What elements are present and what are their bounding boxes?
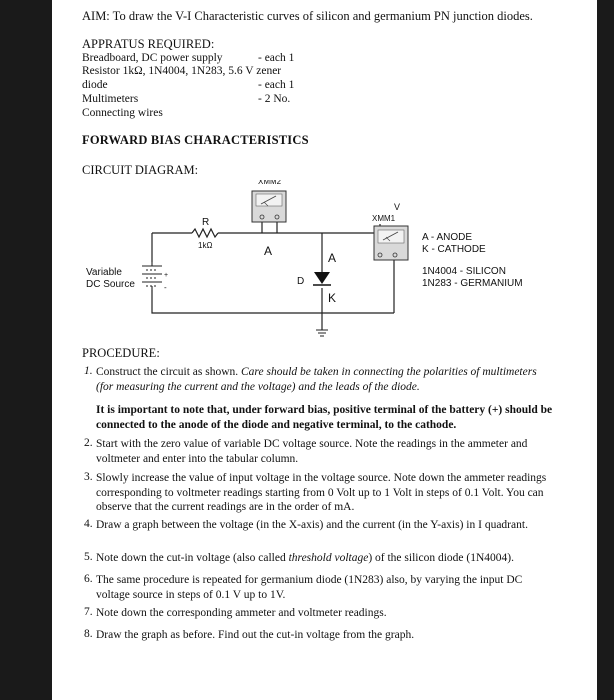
step-7-text: Note down the corresponding ammeter and voltmeter readings. [96, 607, 387, 619]
resistor-value: 1kΩ [198, 241, 213, 250]
apparatus-qty-4: - 2 No. [258, 93, 291, 105]
step-8-number: 8. [84, 628, 93, 640]
node-k: K [328, 291, 337, 305]
step-5-post: ) of the silicon diode (1N4004). [368, 552, 514, 564]
step-2-text: Start with the zero value of variable DC voltage source. Note the readings in the ammeter and voltmeter and enter into the tabular column. [96, 438, 528, 465]
apparatus-row-3: diode [82, 79, 108, 91]
apparatus-row-5: Connecting wires [82, 107, 163, 119]
xmm1-label: XMM1 [372, 214, 396, 223]
apparatus-qty-1: - each 1 [258, 52, 295, 64]
step-2-number: 2. [84, 437, 93, 449]
forward-bias-heading: FORWARD BIAS CHARACTERISTICS [82, 133, 309, 147]
procedure-heading: PROCEDURE: [82, 346, 160, 360]
apparatus-qty-3: - each 1 [258, 79, 295, 91]
step-5-italic: threshold voltage [288, 552, 369, 564]
dc-source-icon [142, 262, 162, 290]
step-1-number: 1. [84, 365, 93, 377]
source-label-1: Variable [86, 267, 122, 278]
step-5-text [96, 551, 566, 566]
apparatus-heading: APPRATUS REQUIRED: [82, 37, 215, 51]
circuit-diagram [52, 180, 597, 340]
ground-icon [316, 330, 328, 336]
step-4-number: 4. [84, 518, 93, 530]
forward-bias-note: It is important to note that, under forward bias, positive terminal of the battery (+) should be connected to the anode of the diode and negative terminal, to the cathode. [96, 404, 553, 431]
step-7-number: 7. [84, 606, 93, 618]
circuit-diagram-heading: CIRCUIT DIAGRAM: [82, 163, 199, 177]
step-3-number: 3. [84, 471, 93, 483]
node-a-2: A [328, 251, 337, 265]
diode-icon [313, 272, 331, 285]
apparatus-row-4: Multimeters [82, 93, 139, 105]
ammeter-icon [252, 191, 286, 222]
resistor-label: R [202, 217, 210, 228]
step-4-text: Draw a graph between the voltage (in the X-axis) and the current (in the Y-axis) in I quadrant. [96, 519, 528, 531]
step-5-pre: Note down the cut-in voltage (also called [96, 552, 289, 564]
xmm2-label: XMM2 [258, 180, 282, 186]
step-6-number: 6. [84, 573, 93, 585]
legend-germanium: 1N283 - GERMANIUM [422, 278, 523, 289]
step-6-text: The same procedure is repeated for germanium diode (1N283) also, by varying the input DC voltage source in steps of 0.1 V up to 1V. [96, 574, 523, 601]
step-8-text: Draw the graph as before. Find out the cut-in voltage from the graph. [96, 629, 415, 641]
aim-text: AIM: To draw the V-I Characteristic curves of silicon and germanium PN junction diodes. [82, 9, 533, 23]
step-1-normal: Construct the circuit as shown. [96, 366, 242, 378]
v-label: V [394, 202, 401, 212]
apparatus-row-1: Breadboard, DC power supply [82, 52, 223, 64]
node-d: D [297, 276, 305, 287]
source-label-2: DC Source [86, 279, 135, 290]
source-plus: + [164, 272, 169, 279]
node-a-1: A [264, 244, 273, 258]
source-minus: - [164, 283, 167, 292]
voltmeter-icon [374, 226, 408, 260]
step-3-text: Slowly increase the value of input voltage in the voltage source. Note down the ammeter readings corresponding to voltmeter readings starting from 0 Volt up to 1 Volt in steps of 0.1 Volt. You can observe that the current readings are in the order of mA. [96, 472, 547, 513]
document-page [52, 0, 597, 700]
step-5-number: 5. [84, 551, 93, 563]
legend-cathode: K - CATHODE [422, 244, 486, 255]
legend-silicon: 1N4004 - SILICON [422, 266, 506, 277]
step-1-italic: Care should be taken in connecting the polarities of multimeters (for measuring the current and the voltage) and the leads of the diode. [96, 366, 537, 393]
step-1-text [96, 365, 556, 394]
legend-anode: A - ANODE [422, 232, 473, 243]
apparatus-row-2: Resistor 1kΩ, 1N4004, 1N283, 5.6 V zener [82, 65, 282, 77]
